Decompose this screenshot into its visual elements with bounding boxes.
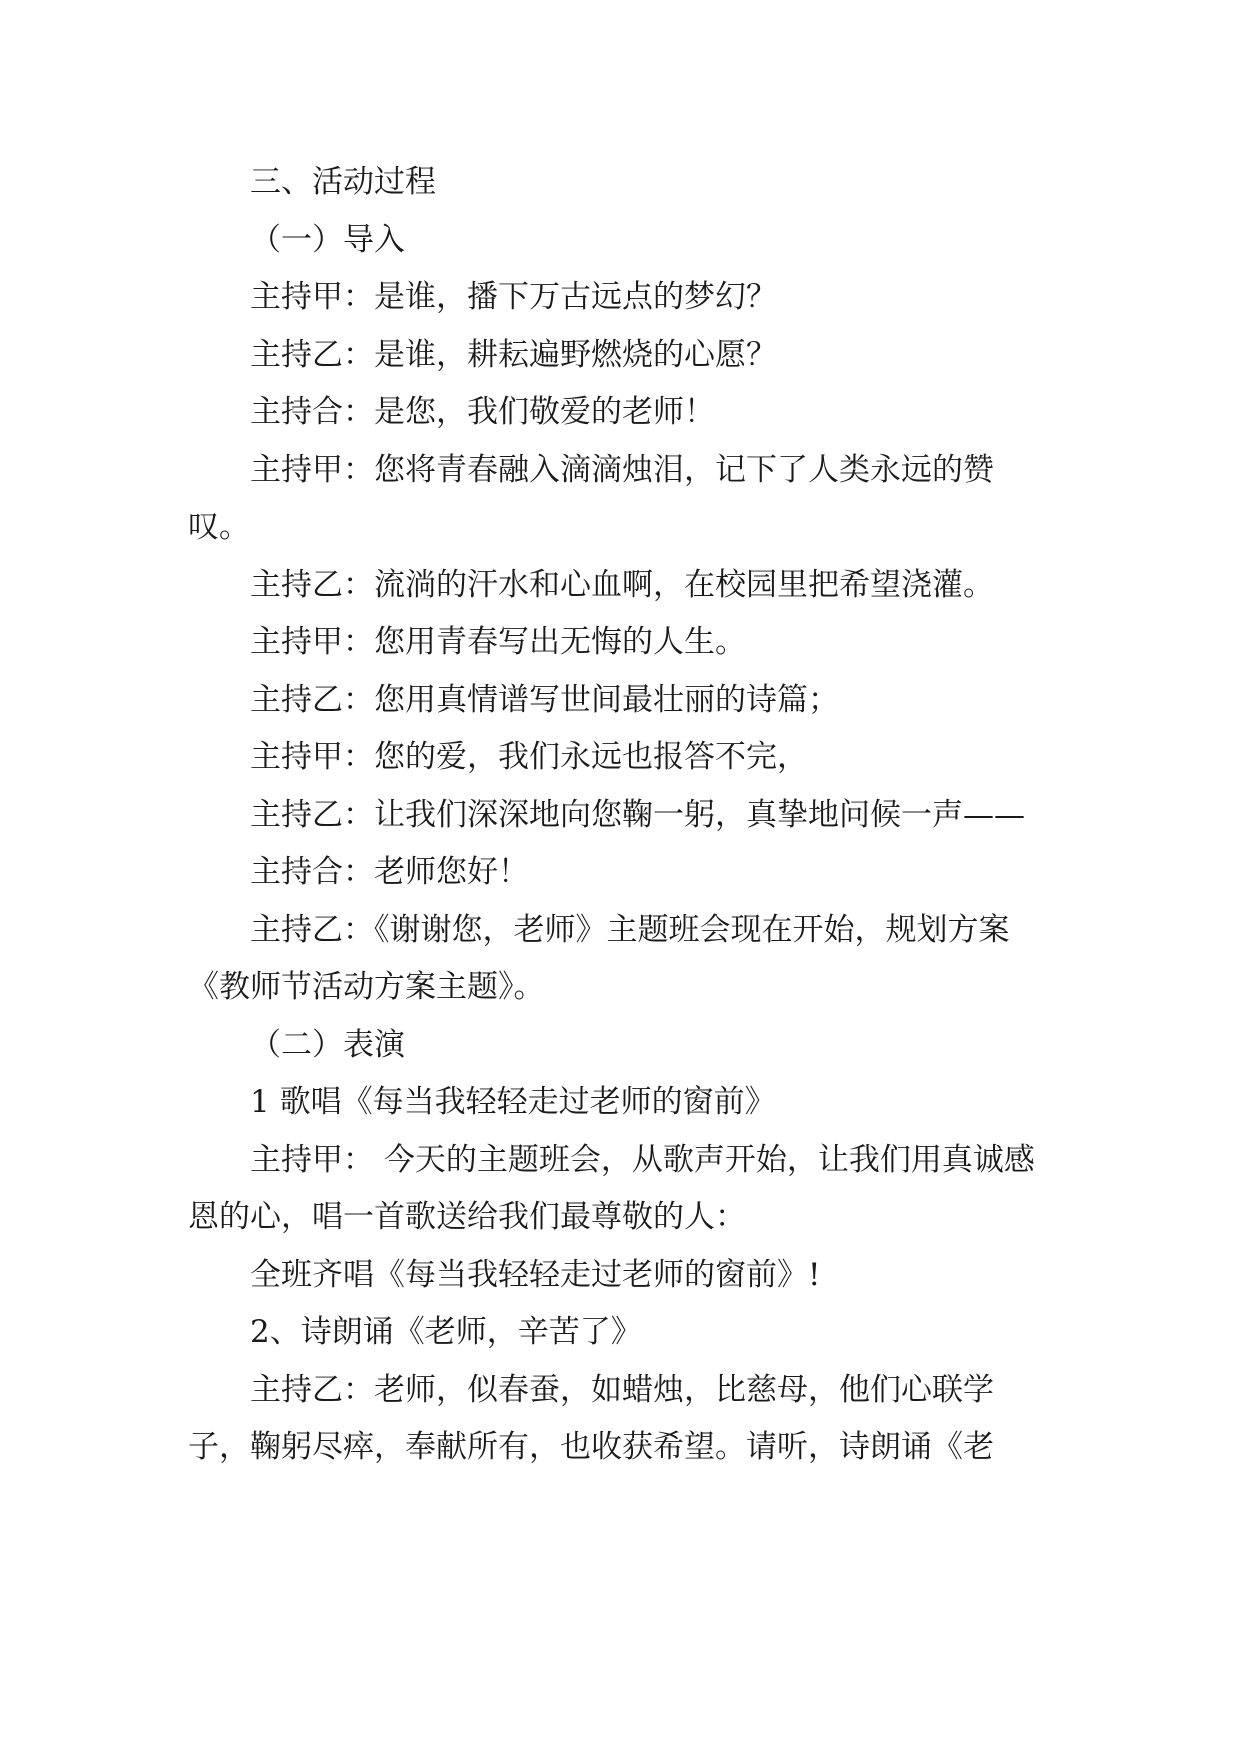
paragraph: 主持甲： 今天的主题班会，从歌声开始，让我们用真诚感恩的心，唱一首歌送给我们最尊敬的人： [188,1141,1035,1235]
section-heading: 三、活动过程 [250,164,436,200]
paragraph: 主持甲：您的爱，我们永远也报答不完， [250,739,808,775]
item-heading: 2、诗朗诵《老师，辛苦了》 [250,1314,642,1350]
paragraph: 主持乙：您用真情谱写世间最壮丽的诗篇； [250,681,839,718]
subsection-heading: （二）表演 [250,1026,405,1063]
paragraph: 主持乙：让我们深深地向您鞠一躬，真挚地问候一声—— [250,796,1025,833]
document-body [188,154,1048,1477]
paragraph: 主持乙：流淌的汗水和心血啊，在校园里把希望浇灌。 [250,566,994,603]
paragraph: 主持甲：是谁，播下万古远点的梦幻？ [250,279,777,315]
paragraph: 主持乙：《谢谢您，老师》主题班会现在开始，规划方案《教师节活动方案主题》。 [188,911,1010,1005]
paragraph: 主持乙：老师，似春蚕，如蜡烛，比慈母，他们心联学子，鞠躬尽瘁，奉献所有，也收获希望。请听，诗朗诵《老 [188,1371,994,1465]
paragraph: 主持合：老师您好！ [250,854,529,890]
paragraph: 主持甲：您用青春写出无悔的人生。 [250,624,746,660]
paragraph: 主持乙：是谁，耕耘遍野燃烧的心愿？ [250,336,777,373]
item-heading: 1 歌唱《每当我轻轻走过老师的窗前》 [250,1084,776,1120]
paragraph: 全班齐唱《每当我轻轻走过老师的窗前》! [250,1256,821,1293]
paragraph: 主持合：是您，我们敬爱的老师！ [250,394,715,430]
paragraph: 主持甲：您将青春融入滴滴烛泪，记下了人类永远的赞叹。 [188,451,994,545]
subsection-heading: （一）导入 [250,221,405,258]
